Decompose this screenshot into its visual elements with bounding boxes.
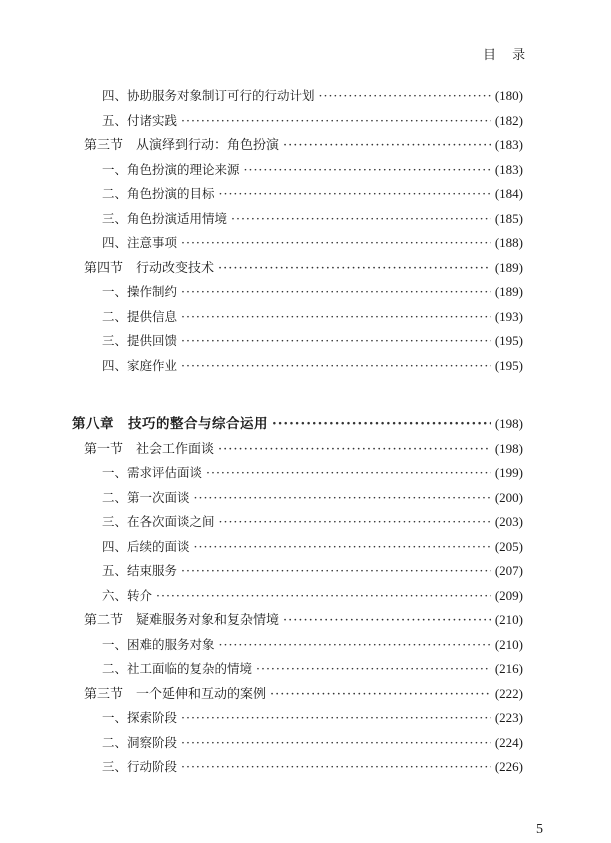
toc-subsection — [102, 284, 523, 300]
leader-dots — [156, 588, 491, 604]
toc-subsection — [102, 162, 523, 178]
toc-entry-page: (189) — [494, 284, 523, 299]
toc-entry-label: 一、角色扮演的理论来源 — [102, 161, 240, 177]
toc-entry-label: 一、探索阶段 — [102, 710, 178, 725]
leader-dots — [219, 514, 491, 530]
toc-entry-page: (189) — [494, 259, 523, 275]
toc-entry-page: (198) — [494, 440, 523, 456]
toc-entry-label: 第三节 一个延伸和互动的案例 — [84, 686, 267, 702]
toc-entry-page: (222) — [494, 685, 523, 701]
toc-section — [84, 612, 523, 629]
toc-entry-label: 第三节 从演绎到行动：角色扮演 — [84, 138, 280, 153]
toc-subsection — [102, 186, 523, 202]
leader-dots — [181, 735, 491, 751]
toc-entry-page: (182) — [494, 112, 523, 128]
toc-section — [84, 137, 523, 154]
leader-dots — [283, 138, 491, 154]
leader-dots — [181, 113, 491, 129]
toc-entry-label: 一、操作制约 — [102, 284, 178, 299]
toc-section — [84, 441, 523, 458]
toc-subsection — [102, 465, 523, 481]
toc-entry-label: 四、注意事项 — [102, 235, 178, 250]
toc-entry-label: 二、洞察阶段 — [102, 734, 178, 750]
toc-entry-page: (200) — [494, 489, 523, 505]
toc-chapter — [72, 416, 523, 432]
toc-entry-label: 第二节 疑难服务对象和复杂情境 — [84, 613, 280, 628]
toc-subsection — [102, 490, 523, 506]
toc-entry-label: 四、家庭作业 — [102, 357, 178, 373]
toc-subsection — [102, 113, 523, 129]
toc-subsection — [102, 235, 523, 251]
toc-entry-label: 五、付诸实践 — [102, 112, 178, 128]
toc-entry-page: (183) — [494, 137, 523, 152]
leader-dots — [244, 162, 491, 178]
toc-entry-label: 第一节 社会工作面谈 — [84, 441, 215, 457]
toc-subsection — [102, 539, 523, 555]
toc-entry-label: 六、转介 — [102, 587, 153, 603]
leader-dots — [181, 358, 491, 374]
toc-subsection — [102, 333, 523, 349]
toc-entry-page: (226) — [494, 759, 523, 774]
leader-dots — [181, 284, 491, 300]
toc-entry-label: 四、后续的面谈 — [102, 538, 190, 554]
toc-entry-label: 一、需求评估面谈 — [102, 465, 203, 480]
toc-entry-page: (195) — [494, 333, 523, 348]
toc-entry-page: (210) — [494, 636, 523, 652]
toc-entry-page: (180) — [494, 88, 523, 103]
toc-entry-page: (223) — [494, 710, 523, 725]
leader-dots — [181, 235, 491, 251]
leader-dots — [256, 661, 491, 677]
toc-entry-label: 三、角色扮演适用情境 — [102, 210, 228, 226]
toc-subsection — [102, 309, 523, 325]
toc-entry-page: (216) — [494, 661, 523, 676]
toc-entry-page: (199) — [494, 465, 523, 480]
toc-subsection — [102, 358, 523, 374]
toc-entry-label: 二、提供信息 — [102, 308, 178, 324]
toc-entry-page: (224) — [494, 734, 523, 750]
toc-entry-page: (207) — [494, 563, 523, 578]
leader-dots — [194, 539, 491, 555]
page-number: 5 — [536, 822, 543, 837]
leader-dots — [181, 333, 491, 349]
running-head: 目 录 — [483, 48, 532, 63]
toc-subsection — [102, 88, 523, 104]
toc-entry-page: (210) — [494, 612, 523, 627]
toc-entry-page: (209) — [494, 587, 523, 603]
toc-entry-label: 五、结束服务 — [102, 563, 178, 578]
leader-dots — [181, 309, 491, 325]
leader-dots — [206, 465, 491, 481]
toc-subsection — [102, 211, 523, 227]
leader-dots — [283, 613, 491, 629]
leader-dots — [219, 186, 491, 202]
toc-entry-page: (183) — [494, 161, 523, 177]
toc-subsection — [102, 563, 523, 579]
toc-entry-label: 三、行动阶段 — [102, 759, 178, 774]
leader-dots — [218, 261, 491, 277]
toc-entry-label: 一、困难的服务对象 — [102, 636, 215, 652]
toc-entry-label: 三、在各次面谈之间 — [102, 514, 215, 529]
toc-subsection — [102, 514, 523, 530]
toc-entry-label: 二、角色扮演的目标 — [102, 186, 215, 201]
toc-entry-label: 二、第一次面谈 — [102, 489, 190, 505]
toc-entry-page: (203) — [494, 514, 523, 529]
toc-entry-label: 三、提供回馈 — [102, 333, 178, 348]
toc-subsection — [102, 661, 523, 677]
toc-section — [84, 260, 523, 277]
leader-dots — [181, 710, 491, 726]
toc-entry-page: (188) — [494, 235, 523, 250]
toc-subsection — [102, 735, 523, 751]
toc-entry-label: 第四节 行动改变技术 — [84, 260, 215, 276]
toc-entry-page: (195) — [494, 357, 523, 373]
toc-entry-page: (185) — [494, 210, 523, 226]
toc-entry-page: (205) — [494, 538, 523, 554]
toc-entry-page: (184) — [494, 186, 523, 201]
toc-entry-page: (198) — [494, 416, 523, 431]
leader-dots — [231, 211, 491, 227]
leader-dots — [219, 637, 491, 653]
toc-entry-label: 二、社工面临的复杂的情境 — [102, 661, 253, 676]
toc-subsection — [102, 759, 523, 775]
toc-entry-label: 第八章 技巧的整合与综合运用 — [72, 416, 268, 432]
toc-section — [84, 686, 523, 703]
leader-dots — [181, 759, 491, 775]
toc-subsection — [102, 588, 523, 604]
leader-dots — [319, 88, 491, 104]
leader-dots — [181, 563, 491, 579]
toc-subsection — [102, 637, 523, 653]
leader-dots — [194, 490, 491, 506]
leader-dots — [218, 442, 491, 458]
leader-dots — [272, 416, 491, 432]
toc-entry-page: (193) — [494, 308, 523, 324]
toc-subsection — [102, 710, 523, 726]
toc-entry-label: 四、协助服务对象制订可行的行动计划 — [102, 88, 315, 103]
leader-dots — [270, 687, 491, 703]
